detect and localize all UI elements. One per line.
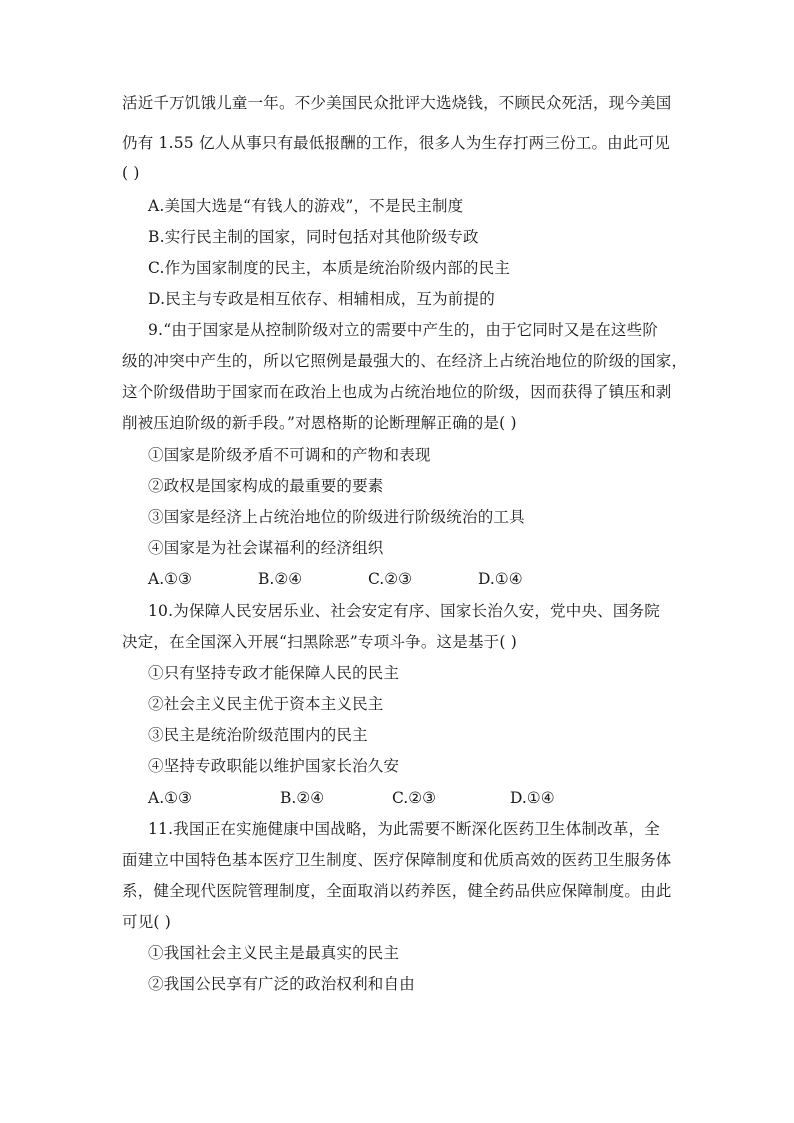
q10-item-2: ②社会主义民主优于资本主义民主 [148,695,384,713]
q8-option-d: D.民主与专政是相互依存、相辅相成，互为前提的 [148,290,495,308]
q9-item-3: ③国家是经济上占统治地位的阶级进行阶级统治的工具 [148,508,525,526]
q8-line-1: 活近千万饥饿儿童一年。不少美国民众批评大选烧钱，不顾民众死活，现今美国 [122,94,672,112]
q8-option-b: B.实行民主制的国家，同时包括对其他阶级专政 [148,228,479,246]
q10-line-1: 10.为保障人民安居乐业、社会安定有序、国家长治久安，党中央、国务院 [148,602,660,620]
q9-option-c: C.②③ [368,570,413,588]
q10-option-c: C.②③ [392,789,437,807]
q11-line-4: 可见( ) [122,913,172,931]
q9-item-1: ①国家是阶级矛盾不可调和的产物和表现 [148,446,431,464]
q11-item-1: ①我国社会主义民主是最真实的民主 [148,944,400,962]
q10-item-4: ④坚持专政职能以维护国家长治久安 [148,757,400,775]
q11-item-2: ②我国公民享有广泛的政治权利和自由 [148,975,415,993]
q10-item-1: ①只有坚持专政才能保障人民的民主 [148,664,400,682]
q9-option-d: D.①④ [478,570,523,588]
q8-line-3: ( ) [122,164,140,182]
q9-line-3: 这个阶级借助于国家而在政治上也成为占统治地位的阶级，因而获得了镇压和剥 [122,383,672,401]
q9-item-2: ②政权是国家构成的最重要的要素 [148,477,384,495]
q8-option-a: A.美国大选是“有钱人的游戏”，不是民主制度 [148,197,464,215]
q10-option-d: D.①④ [510,789,555,807]
q10-item-3: ③民主是统治阶级范围内的民主 [148,726,368,744]
q8-option-c: C.作为国家制度的民主，本质是统治阶级内部的民主 [148,259,511,277]
q9-option-a: A.①③ [148,570,192,588]
q8-line-2: 仍有 1.55 亿人从事只有最低报酬的工作，很多人为生存打两三份工。由此可见 [122,134,670,152]
q11-line-3: 系，健全现代医院管理制度，全面取消以药养医，健全药品供应保障制度。由此 [122,882,672,900]
q9-option-b: B.②④ [258,570,303,588]
q9-line-2: 级的冲突中产生的，所以它照例是最强大的、在经济上占统治地位的阶级的国家， [122,352,688,370]
q10-line-2: 决定，在全国深入开展“扫黑除恶”专项斗争。这是基于( ) [122,633,517,651]
q11-line-1: 11.我国正在实施健康中国战略，为此需要不断深化医药卫生体制改革，全 [148,820,660,838]
q10-option-a: A.①③ [148,789,192,807]
q9-line-4: 削被压迫阶级的新手段。”对恩格斯的论断理解正确的是( ) [122,414,517,432]
q11-line-2: 面建立中国特色基本医疗卫生制度、医疗保障制度和优质高效的医药卫生服务体 [122,851,672,869]
q9-line-1: 9.“由于国家是从控制阶级对立的需要中产生的，由于它同时又是在这些阶 [148,321,659,339]
q9-item-4: ④国家是为社会谋福利的经济组织 [148,539,384,557]
q10-option-b: B.②④ [280,789,325,807]
